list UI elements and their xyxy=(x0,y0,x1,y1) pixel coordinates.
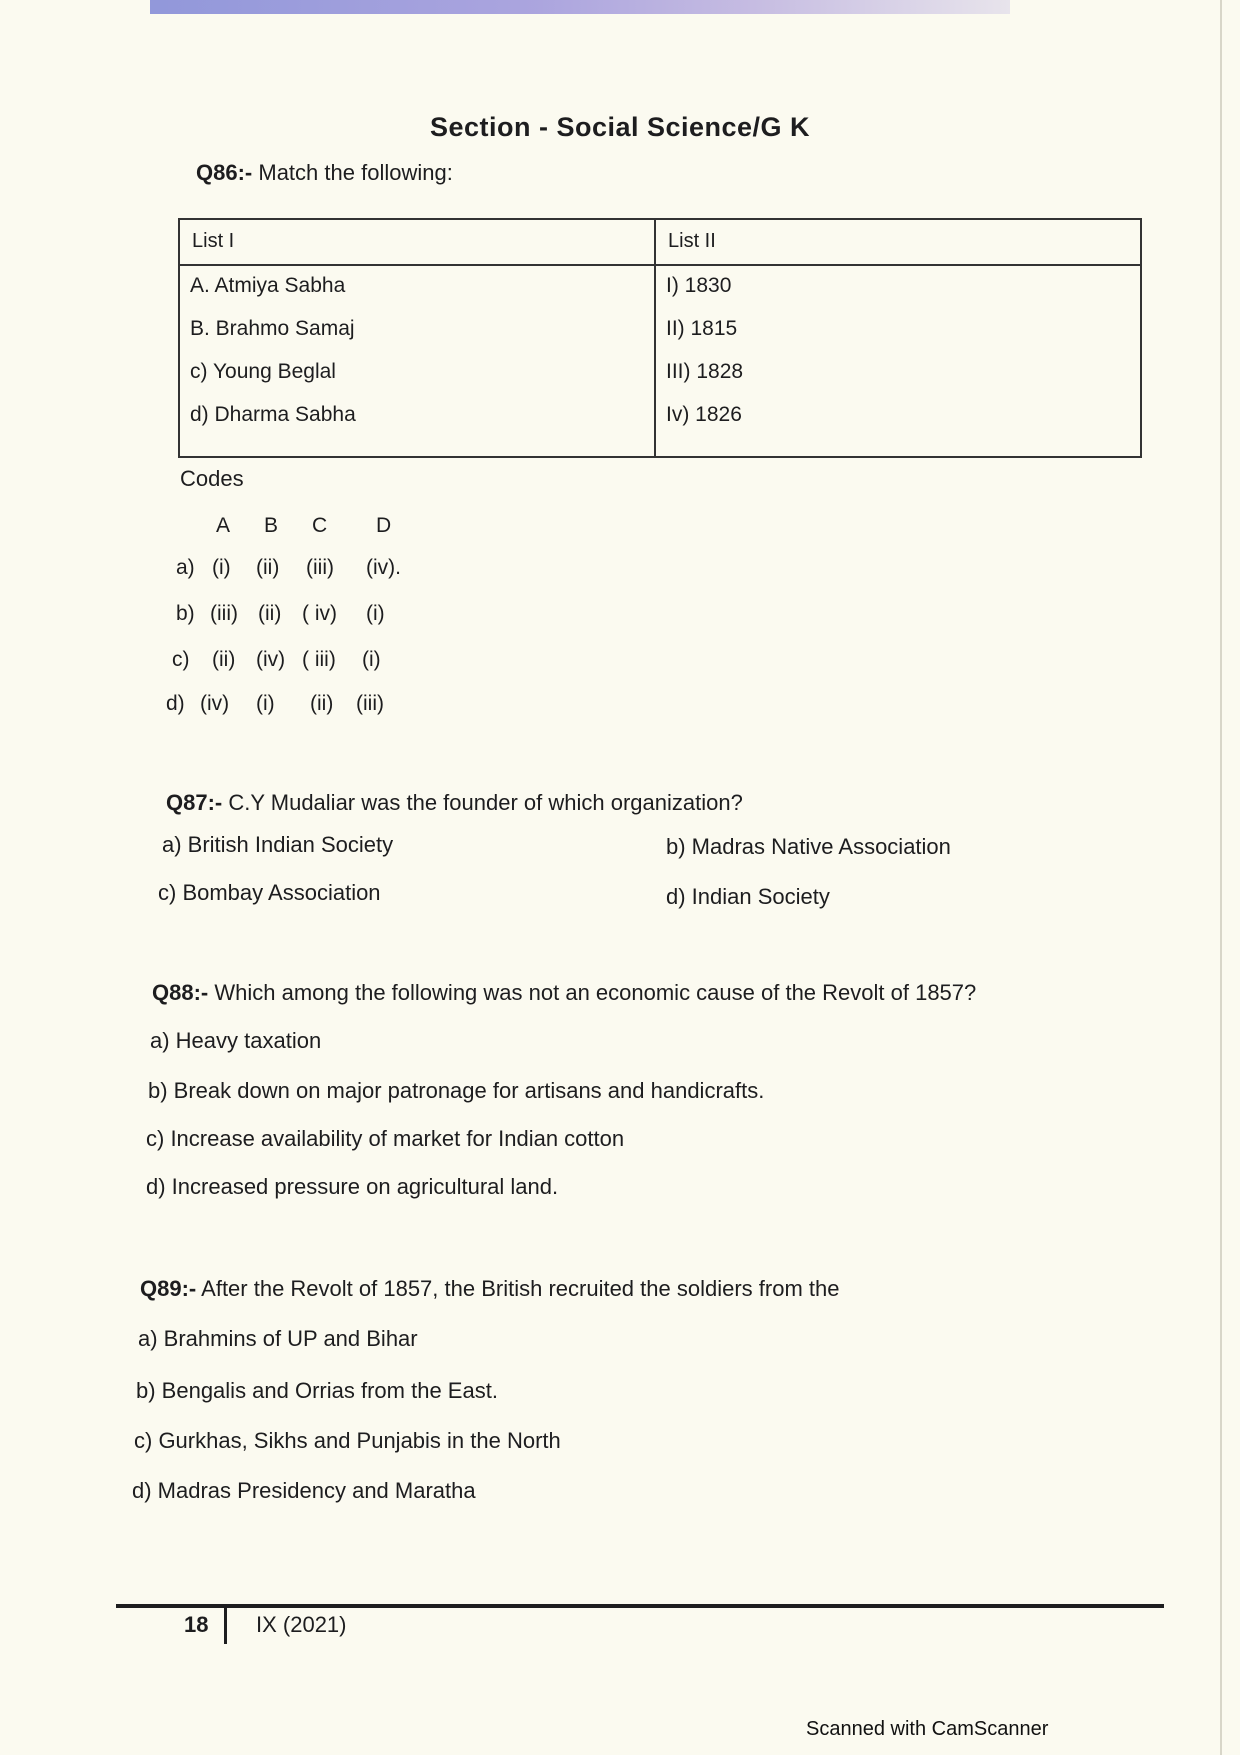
scan-artifact-strip xyxy=(150,0,1010,14)
list-1-item: d) Dharma Sabha xyxy=(190,403,356,426)
code-value: ( iii) xyxy=(302,648,336,671)
list-1-column xyxy=(180,220,656,456)
code-option-label: b) xyxy=(176,602,195,625)
list-2-item: Iv) 1826 xyxy=(666,403,742,426)
q89-question: After the Revolt of 1857, the British recruited the soldiers from the xyxy=(201,1276,840,1301)
q88-question: Which among the following was not an economic cause of the Revolt of 1857? xyxy=(214,980,977,1005)
q88-option-d[interactable]: d) Increased pressure on agricultural land. xyxy=(146,1174,559,1199)
code-value: (iii) xyxy=(306,556,334,579)
code-value: (ii) xyxy=(212,648,236,671)
q87-option-d[interactable]: d) Indian Society xyxy=(666,884,830,909)
code-value: (iv) xyxy=(200,692,230,715)
q88-prompt xyxy=(152,980,976,1006)
section-title: Section - Social Science/G K xyxy=(429,112,811,142)
codes-header-a: A xyxy=(216,514,231,537)
q89-option-b[interactable]: b) Bengalis and Orrias from the East. xyxy=(136,1378,498,1403)
code-value: (ii) xyxy=(258,602,282,625)
code-value: (ii) xyxy=(310,692,334,715)
q89-prompt xyxy=(140,1276,839,1302)
list-1-header: List I xyxy=(180,220,654,266)
class-year-label: IX (2021) xyxy=(256,1612,347,1637)
q87-prompt xyxy=(166,790,743,816)
match-table xyxy=(178,218,1142,458)
q89-option-a[interactable]: a) Brahmins of UP and Bihar xyxy=(138,1326,418,1351)
code-value: (iii) xyxy=(210,602,238,625)
q89-option-c[interactable]: c) Gurkhas, Sikhs and Punjabis in the North xyxy=(134,1428,561,1453)
q87-option-a[interactable]: a) British Indian Society xyxy=(162,832,394,857)
code-value: (iv) xyxy=(256,648,286,671)
codes-header-b: B xyxy=(264,514,279,537)
codes-label: Codes xyxy=(180,466,244,491)
code-value: (iii) xyxy=(356,692,384,715)
q86-number: Q86:- xyxy=(196,160,253,185)
code-value: (iv). xyxy=(366,556,401,579)
q88-number: Q88:- xyxy=(152,980,209,1005)
list-2-header: List II xyxy=(656,220,1140,266)
code-value: (i) xyxy=(212,556,231,579)
list-2-item: I) 1830 xyxy=(666,274,732,297)
q88-option-b[interactable]: b) Break down on major patronage for artisans and handicrafts. xyxy=(148,1078,765,1103)
code-value: (i) xyxy=(366,602,385,625)
list-1-item: B. Brahmo Samaj xyxy=(190,317,355,340)
q89-option-d[interactable]: d) Madras Presidency and Maratha xyxy=(132,1478,476,1503)
list-1-item: c) Young Beglal xyxy=(190,360,336,383)
code-option-label: d) xyxy=(166,692,185,715)
code-value: (i) xyxy=(362,648,381,671)
q88-option-c[interactable]: c) Increase availability of market for Indian cotton xyxy=(146,1126,625,1151)
q87-question: C.Y Mudaliar was the founder of which organization? xyxy=(228,790,743,815)
q87-option-c[interactable]: c) Bombay Association xyxy=(158,880,381,905)
q89-number: Q89:- xyxy=(140,1276,197,1301)
q87-option-b[interactable]: b) Madras Native Association xyxy=(666,834,951,859)
codes-header-d: D xyxy=(376,514,392,537)
q86-question: Match the following: xyxy=(258,160,453,185)
code-value: (ii) xyxy=(256,556,280,579)
code-option-label: c) xyxy=(172,648,190,671)
q88-option-a[interactable]: a) Heavy taxation xyxy=(150,1028,322,1053)
code-value: ( iv) xyxy=(302,602,337,625)
footer-rule xyxy=(116,1604,1164,1608)
code-value: (i) xyxy=(256,692,275,715)
code-option-label: a) xyxy=(176,556,195,579)
scanner-watermark: Scanned with CamScanner xyxy=(806,1718,1049,1740)
list-2-item: II) 1815 xyxy=(666,317,738,340)
list-2-column xyxy=(656,220,1140,456)
q86-prompt xyxy=(196,160,453,186)
page-edge xyxy=(1220,0,1222,1755)
codes-header-c: C xyxy=(312,514,328,537)
list-2-item: III) 1828 xyxy=(666,360,744,383)
q87-number: Q87:- xyxy=(166,790,223,815)
page-number: 18 xyxy=(184,1612,209,1637)
footer-separator xyxy=(224,1604,227,1644)
list-1-item: A. Atmiya Sabha xyxy=(190,274,346,297)
